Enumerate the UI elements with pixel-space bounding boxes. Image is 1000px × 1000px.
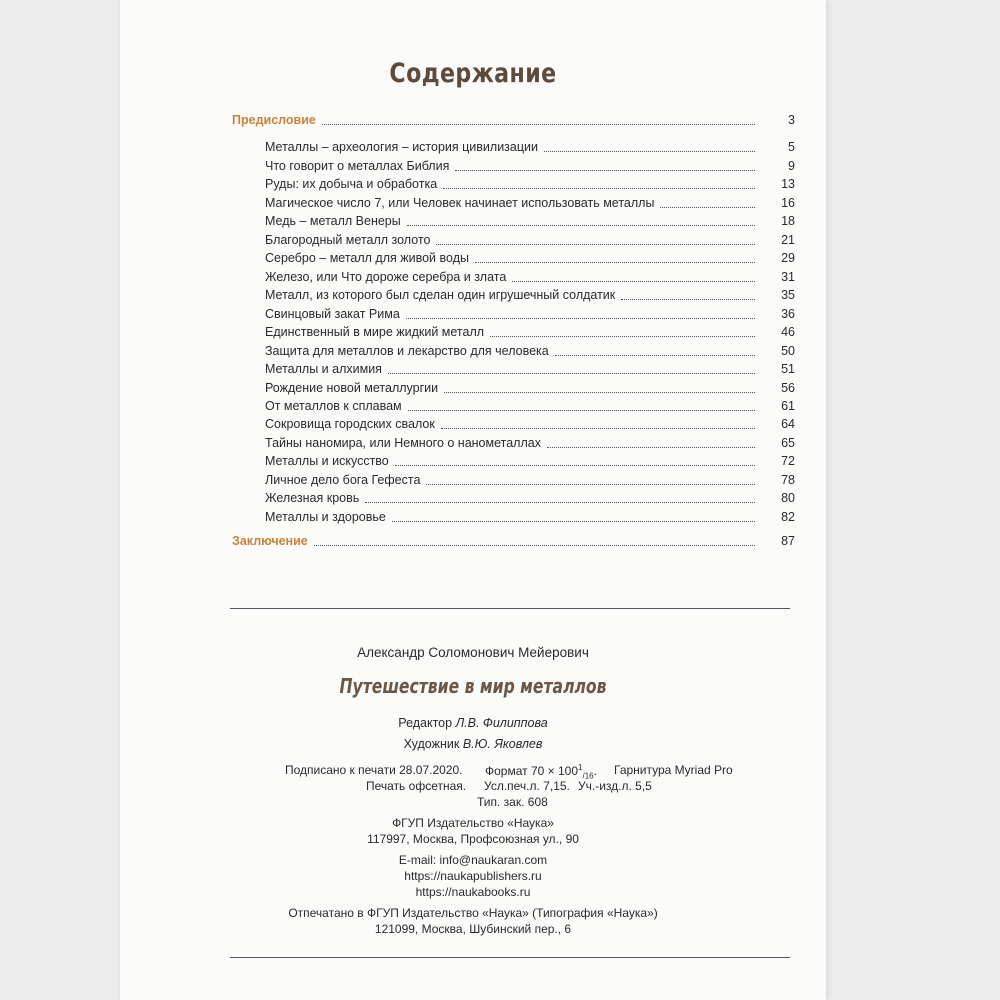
toc-leader-dots	[475, 262, 755, 263]
toc-conclusion	[232, 533, 795, 550]
artist-name: В.Ю. Яковлев	[462, 737, 543, 751]
print-order: Тип. зак. 608	[477, 795, 548, 809]
toc-entry-page: 80	[781, 491, 795, 505]
toc-leader-dots	[322, 124, 755, 125]
toc-leader-dots	[555, 355, 755, 356]
toc-entry	[265, 232, 795, 249]
toc-entry-label: Металлы и алхимия	[265, 362, 382, 376]
toc-entry-label: Медь – металл Венеры	[265, 214, 401, 228]
toc-entry-page: 9	[788, 159, 795, 173]
toc-leader-dots	[395, 465, 755, 466]
toc-entry-label: Что говорит о металлах Библия	[265, 159, 450, 173]
toc-entry-page: 61	[781, 399, 795, 413]
toc-entry-label: Защита для металлов и лекарство для человека	[265, 344, 549, 358]
toc-entry-label: Благородный металл золото	[265, 233, 431, 247]
toc-leader-dots	[365, 502, 755, 503]
toc-entry-label: Металл, из которого был сделан один игрушечный солдатик	[265, 288, 616, 302]
toc-preface-label: Предисловие	[232, 113, 316, 127]
website-link-2: https://naukabooks.ru	[415, 885, 531, 899]
format: Формат $70 \times 100^1_{/16}$.	[485, 763, 597, 781]
toc-leader-dots	[408, 410, 755, 411]
toc-entry-label: Железная кровь	[265, 491, 360, 505]
uch-sheets: Уч.-изд.л. 5,5	[578, 779, 652, 793]
toc-entry-label: Свинцовый закат Рима	[265, 307, 400, 321]
toc-entry-page: 65	[781, 436, 795, 450]
usl-sheets: Усл.печ.л. 7,15.	[484, 779, 570, 793]
toc-leader-dots	[660, 207, 755, 208]
toc-leader-dots	[314, 545, 755, 546]
toc-entry-label: Тайны наномира, или Немного о нанометаллах	[265, 436, 541, 450]
artist-prefix: Художник	[403, 737, 460, 751]
toc-entry	[265, 380, 795, 397]
format-prefix: Формат 70 × 100	[485, 764, 579, 778]
toc-preface	[232, 112, 795, 129]
toc-entry-page: 56	[781, 381, 795, 395]
toc-leader-dots	[443, 188, 755, 189]
divider-top	[230, 608, 790, 609]
toc-entry-label: Железо, или Что дороже серебра и злата	[265, 270, 507, 284]
toc-entry	[265, 306, 795, 323]
toc-leader-dots	[426, 484, 755, 485]
toc-leader-dots	[547, 447, 755, 448]
toc-entry-page: 16	[781, 196, 795, 210]
toc-entry-page: 78	[781, 473, 795, 487]
toc-entry-page: 21	[781, 233, 795, 247]
toc-entry	[265, 343, 795, 360]
toc-leader-dots	[490, 336, 755, 337]
toc-entry-page: 18	[781, 214, 795, 228]
artist-line	[120, 737, 826, 751]
website-link-1: https://naukapublishers.ru	[404, 869, 542, 883]
toc-leader-dots	[455, 170, 755, 171]
toc-entry	[265, 269, 795, 286]
toc-entry-label: Серебро – металл для живой воды	[265, 251, 469, 265]
toc-leader-dots	[436, 244, 755, 245]
toc-entry	[265, 195, 795, 212]
format-sup: 1	[578, 763, 583, 772]
publisher: ФГУП Издательство «Наука»	[392, 816, 554, 830]
toc-entry	[265, 213, 795, 230]
print-type: Печать офсетная.	[366, 779, 467, 793]
editor-line	[120, 716, 826, 730]
printed-by: Отпечатано в ФГУП Издательство «Наука» (Типография «Наука»)	[288, 906, 658, 920]
toc-entry-page: 50	[781, 344, 795, 358]
toc-entry	[265, 398, 795, 415]
signed-date: Подписано к печати 28.07.2020.	[285, 763, 463, 777]
toc-entry-page: 51	[781, 362, 795, 376]
toc-leader-dots	[406, 318, 755, 319]
toc-entry-label: Металлы и искусство	[265, 454, 389, 468]
toc-entry-label: Сокровища городских свалок	[265, 417, 435, 431]
toc-leader-dots	[444, 392, 755, 393]
toc-entry-label: От металлов к сплавам	[265, 399, 402, 413]
toc-entry-page: 36	[781, 307, 795, 321]
email: E-mail: info@naukaran.com	[398, 853, 548, 867]
toc-conclusion-label: Заключение	[232, 534, 308, 548]
printer-address: 121099, Москва, Шубинский пер., 6	[374, 922, 572, 936]
toc-entry-label: Личное дело бога Гефеста	[265, 473, 421, 487]
toc-entry-page: 64	[781, 417, 795, 431]
toc-entry-page: 29	[781, 251, 795, 265]
toc-conclusion-page: 87	[781, 534, 795, 548]
divider-bottom	[230, 957, 790, 958]
toc-entry-label: Единственный в мире жидкий металл	[265, 325, 485, 339]
toc-leader-dots	[392, 521, 755, 522]
toc-entry	[265, 472, 795, 489]
editor-prefix: Редактор	[398, 716, 453, 730]
toc-leader-dots	[441, 428, 755, 429]
toc-entry	[265, 361, 795, 378]
toc-entry	[265, 509, 795, 526]
toc-entry-page: 31	[781, 270, 795, 284]
toc-leader-dots	[407, 225, 755, 226]
toc-preface-page: 3	[788, 113, 795, 127]
toc-entry	[265, 324, 795, 341]
author-name: Александр Соломонович Мейерович	[357, 645, 589, 660]
toc-leader-dots	[512, 281, 755, 282]
toc-leader-dots	[544, 151, 755, 152]
toc-entry-label: Металлы и здоровье	[265, 510, 386, 524]
toc-entry-page: 5	[788, 140, 795, 154]
toc-entry	[265, 139, 795, 156]
toc-entry-page: 46	[781, 325, 795, 339]
toc-entry-label: Магическое число 7, или Человек начинает использовать металлы	[265, 196, 655, 210]
format-sub: /16	[582, 771, 594, 781]
publisher-address: 117997, Москва, Профсоюзная ул., 90	[367, 832, 579, 846]
toc-entry-label: Руды: их добыча и обработка	[265, 177, 438, 191]
toc-entry	[265, 490, 795, 507]
toc-entry-page: 13	[781, 177, 795, 191]
toc-entry-page: 82	[781, 510, 795, 524]
editor-name: Л.В. Филиппова	[455, 716, 548, 730]
toc-entry	[265, 176, 795, 193]
page-title: Содержание	[389, 58, 557, 89]
toc-entry-page: 72	[781, 454, 795, 468]
toc-entry	[265, 158, 795, 175]
toc-entry	[265, 250, 795, 267]
typeface: Гарнитура Myriad Pro	[614, 763, 733, 777]
toc-leader-dots	[388, 373, 755, 374]
toc-entry	[265, 453, 795, 470]
book-title: Путешествие в мир металлов	[339, 674, 607, 698]
toc-entry-page: 35	[781, 288, 795, 302]
toc-entry	[265, 287, 795, 304]
toc-leader-dots	[621, 299, 755, 300]
toc-entry	[265, 416, 795, 433]
toc-entry	[265, 435, 795, 452]
toc-entry-label: Металлы – археология – история цивилизации	[265, 140, 538, 154]
toc-entry-label: Рождение новой металлургии	[265, 381, 439, 395]
